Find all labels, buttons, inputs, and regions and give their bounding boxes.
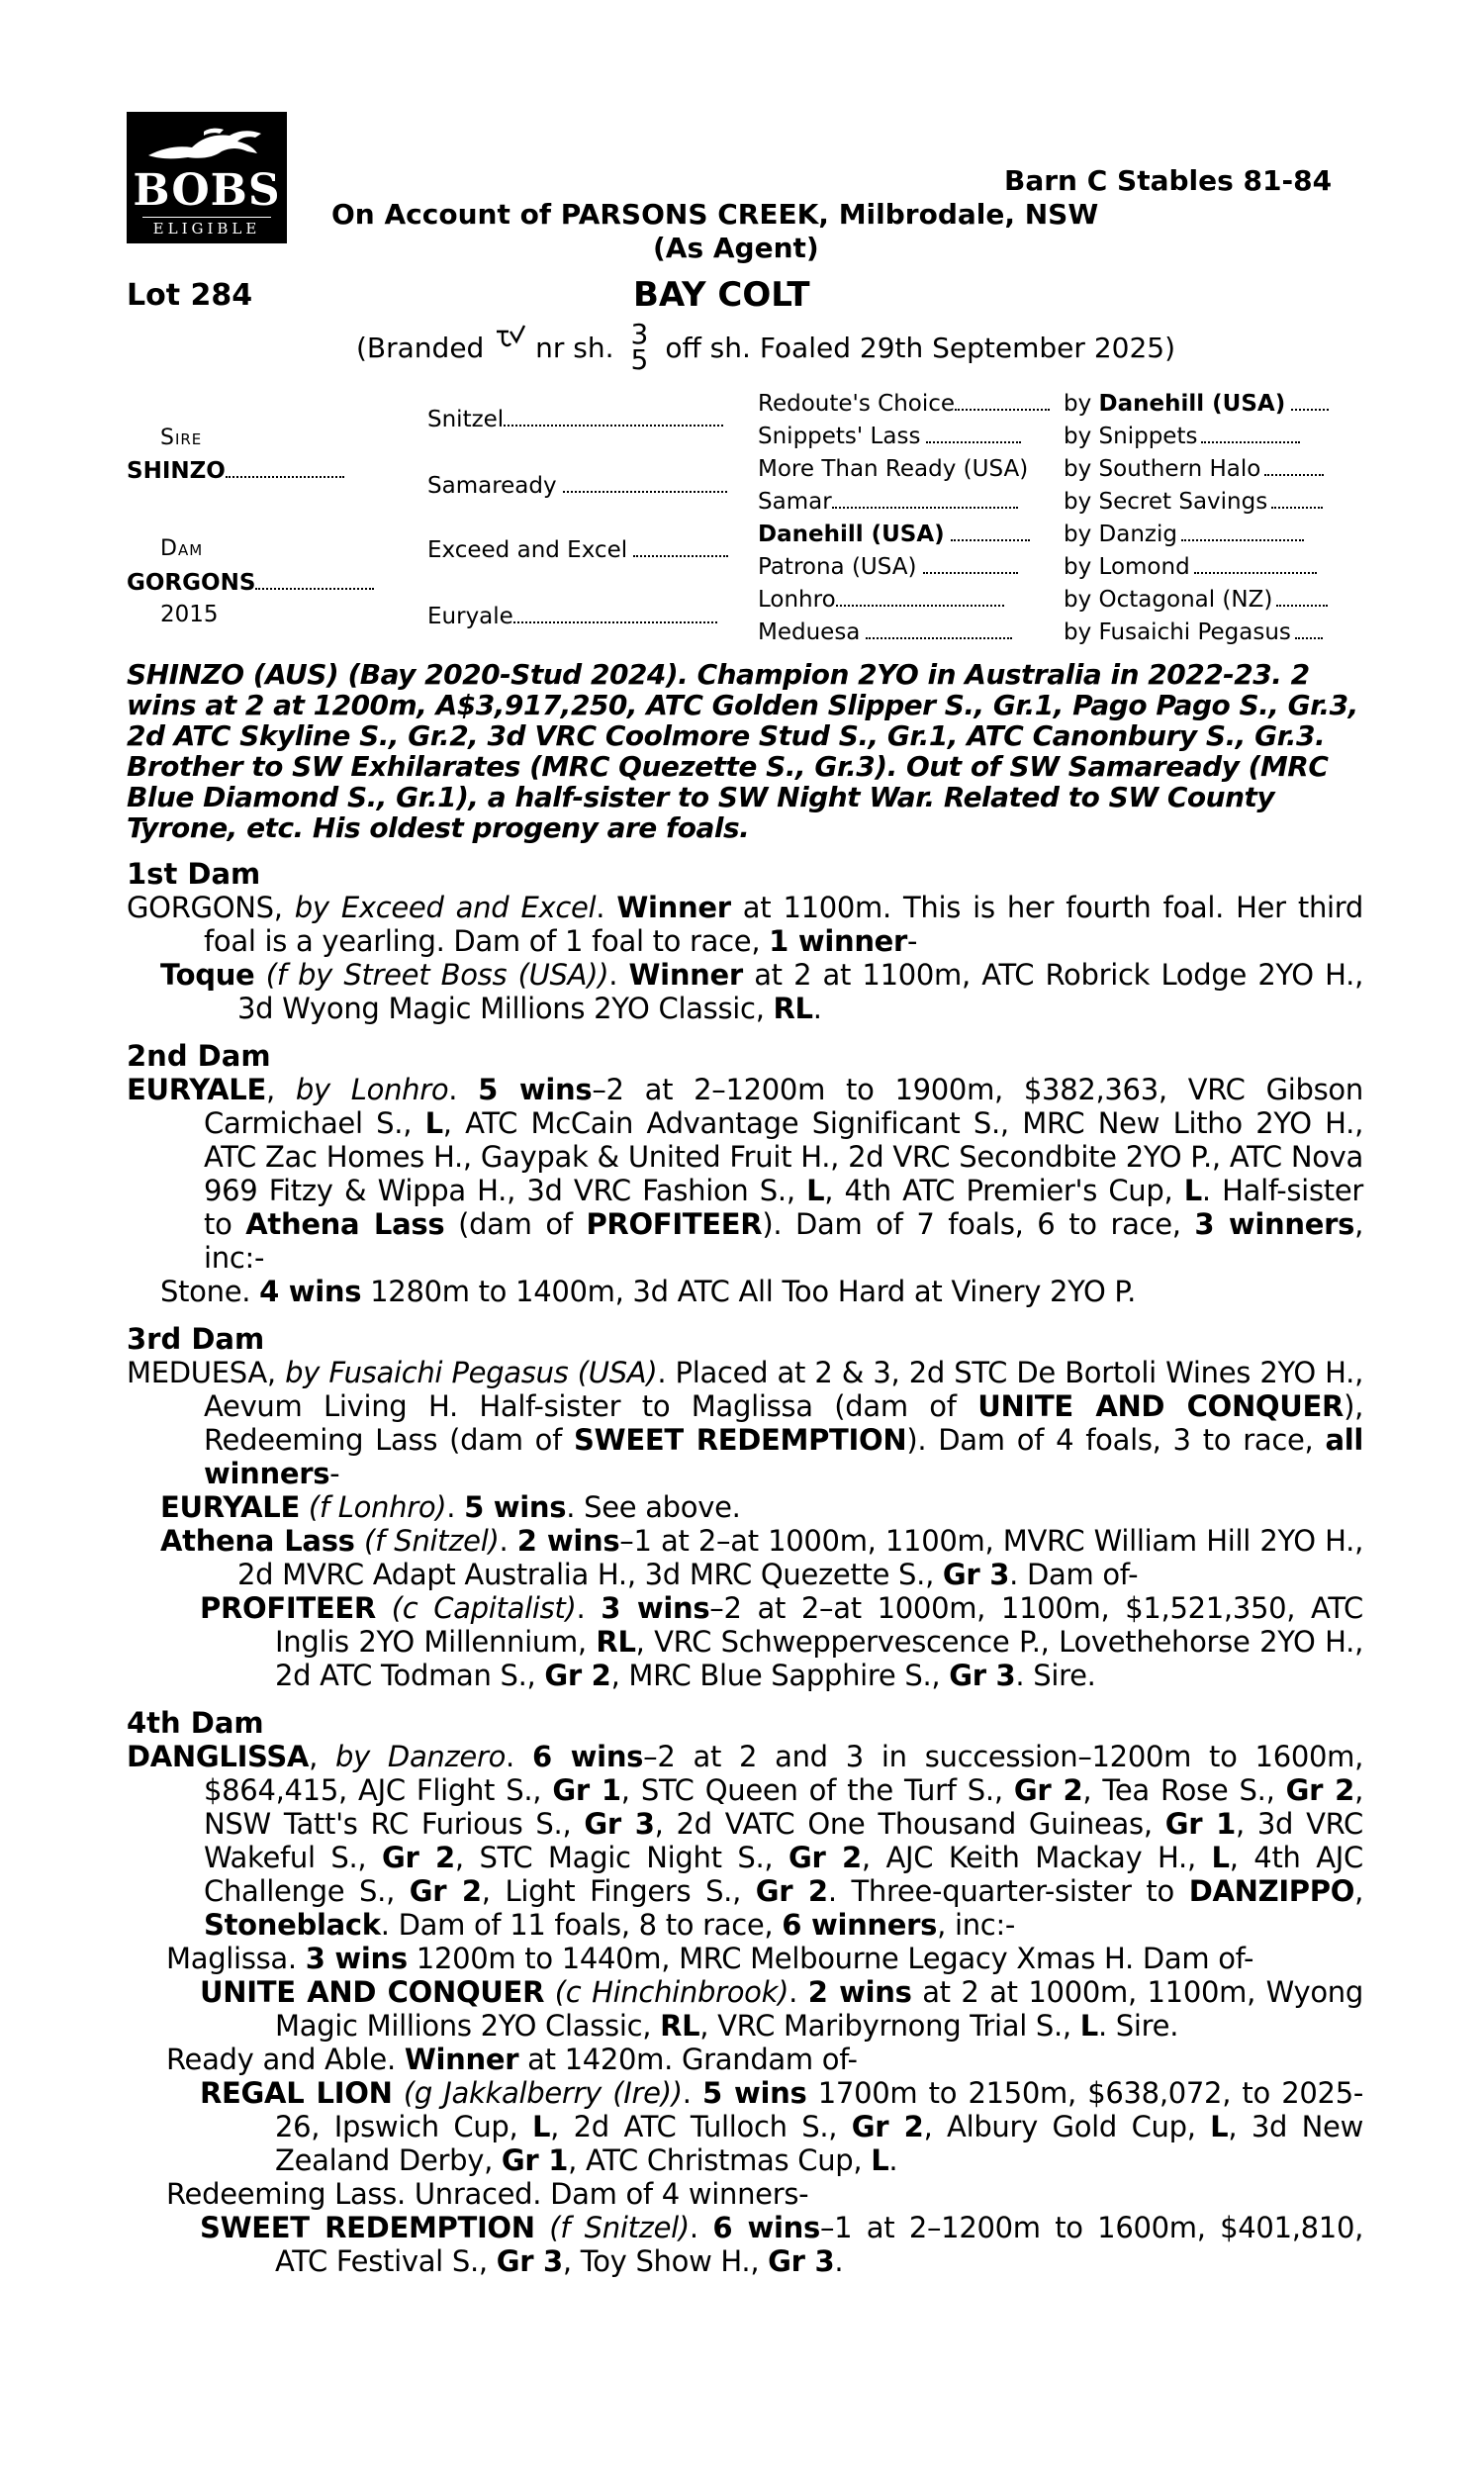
- gen2-name: Euryale: [427, 604, 513, 629]
- text-run: 6 wins: [531, 1740, 644, 1773]
- text-run: Gr 2: [851, 2110, 924, 2143]
- section-heading-2nd-dam: 2nd Dam: [127, 1039, 271, 1073]
- gen3-sire-name: Secret Savings: [1098, 489, 1268, 515]
- brand-fraction: [622, 318, 656, 376]
- leader-dots: [226, 458, 344, 478]
- text-run: 1280m to 1400m, 3d ATC All Too Hard at Vinery 2YO P.: [361, 1275, 1137, 1308]
- text-run: , NSW Tatt's RC Furious S.,: [204, 1773, 1363, 1841]
- leader-dots: [1201, 424, 1300, 443]
- text-run: , 2d VATC One Thousand Guineas,: [654, 1807, 1165, 1841]
- text-run: [355, 1524, 364, 1558]
- text-run: Toque: [160, 958, 255, 992]
- text-run: Gr 2: [382, 1841, 455, 1874]
- leader-dots: [836, 587, 1004, 607]
- text-run: .: [608, 958, 629, 992]
- text-run: 3 wins: [305, 1942, 408, 1975]
- text-run: [535, 2211, 549, 2244]
- sire-label: Sire: [160, 426, 203, 450]
- text-run: , VRC Maribyrnong Trial S.,: [699, 2009, 1080, 2043]
- first-dam-paragraph: [127, 891, 1363, 958]
- gen3-sire-name: Fusaichi Pegasus: [1098, 619, 1291, 645]
- fourth-dam-paragraph: [127, 1740, 1363, 1942]
- section-heading-1st-dam: 1st Dam: [127, 857, 261, 891]
- catalogue-body: [127, 857, 1363, 2278]
- text-run: .: [596, 891, 617, 924]
- text-run: L: [1183, 1174, 1202, 1207]
- gen3-sire-5: by Danzig: [1064, 520, 1304, 549]
- gen2-euryale: [427, 602, 717, 631]
- dam-label: Dam: [160, 536, 204, 561]
- text-run: (c Hinchinbrook): [554, 1975, 789, 2009]
- text-run: . Placed at 2 & 3, 2d STC De Bortoli Wines 2YO H., Aevum Living H. Half-sister to Maglissa (dam of: [204, 1356, 1364, 1423]
- text-run: 5 wins: [478, 1073, 593, 1106]
- text-run: 1 winner: [769, 924, 908, 958]
- text-run: (dam of: [444, 1207, 587, 1241]
- text-run: SWEET REDEMPTION: [200, 2211, 535, 2244]
- text-run: , inc:-: [937, 1908, 1016, 1942]
- text-run: . Dam of 11 foals, 8 to race,: [380, 1908, 783, 1942]
- sire-name: [127, 456, 344, 486]
- leader-dots: [832, 489, 1018, 509]
- text-run: Gr 2: [755, 1874, 828, 1908]
- text-run: .: [888, 2143, 898, 2177]
- text-run: , 4th AJC Challenge S.,: [204, 1841, 1363, 1908]
- text-run: (f Lonhro): [308, 1490, 447, 1524]
- text-run: DANZIPPO: [1188, 1874, 1355, 1908]
- gen3-name: Redoute's Choice: [758, 391, 956, 417]
- text-run: Gr 3: [942, 1558, 1010, 1591]
- text-run: Gr 3: [584, 1807, 655, 1841]
- text-run: , AJC Keith Mackay H.,: [861, 1841, 1212, 1874]
- bobs-eligible-logo: [127, 112, 287, 243]
- text-run: Maglissa.: [166, 1942, 306, 1975]
- dam-foaled-year: 2015: [160, 602, 219, 627]
- text-run: . See above.: [566, 1490, 741, 1524]
- text-run: Gr 1: [552, 1773, 621, 1807]
- fourth-dam-progeny-maglissa: [127, 1942, 1363, 1975]
- text-run: [544, 1975, 555, 2009]
- gen3-sire-name: Danzig: [1098, 522, 1177, 547]
- gen3-sire-2: by Snippets: [1064, 422, 1300, 451]
- leader-dots: [1194, 554, 1317, 574]
- text-run: , VRC Schweppervescence P., Lovethehorse 2YO H., 2d ATC Todman S.,: [275, 1625, 1363, 1692]
- gen2-name: Exceed and Excel: [427, 537, 628, 563]
- logo-wordmark: BOBS: [133, 165, 281, 216]
- text-run: L: [1079, 2009, 1098, 2043]
- leader-dots: [1264, 456, 1324, 476]
- text-run: [300, 1490, 309, 1524]
- gen3-redoutes-choice: [758, 389, 1050, 419]
- text-run: L: [806, 1174, 825, 1207]
- text-run: .: [506, 1740, 532, 1773]
- text-run: .: [788, 1975, 808, 2009]
- gen3-danehill: [758, 520, 1030, 549]
- text-run: RL: [596, 1625, 636, 1659]
- gen3-sire-name: Southern Halo: [1098, 456, 1261, 482]
- sire-summary: SHINZO (AUS) (Bay 2020-Stud 2024). Champion 2YO in Australia in 2022-23. 2 wins at 2 at 1200m, A$3,917,250, ATC Golden Slipper S., Gr.1, Pago Pago S., Gr.3, 2d ATC Skyline S., Gr.2, 3d VRC Coolmore Stud S., Gr.1, ATC Canonbury S., Gr.3. Brother to SW Exhilarates (MRC Quezette S., Gr.3). Out of SW Samaready (MRC Blue Diamond S., Gr.1), a half-sister to SW Night War. Related to SW County Tyrone, etc. His oldest progeny are foals.: [127, 658, 1358, 844]
- text-run: , STC Queen of the Turf S.,: [620, 1773, 1014, 1807]
- text-run: (g Jakkalberry (Ire)): [403, 2076, 683, 2110]
- barn-location: Barn C Stables 81-84: [1004, 164, 1333, 197]
- third-dam-grandprogeny-profiteer: [127, 1591, 1363, 1692]
- leader-dots: [563, 473, 727, 493]
- text-run: at 1100m. This is her fourth foal. Her third foal is a yearling. Dam of 1 foal to race,: [204, 891, 1364, 958]
- leader-dots: [1181, 522, 1304, 541]
- text-run: Athena Lass: [245, 1207, 445, 1241]
- leader-dots: [504, 407, 723, 427]
- gen3-sire-8: by Fusaichi Pegasus: [1064, 618, 1323, 647]
- second-dam-progeny-stone: [127, 1275, 1363, 1308]
- text-run: , Light Fingers S.,: [481, 1874, 756, 1908]
- logo-subtitle: ELIGIBLE: [142, 217, 271, 238]
- racehorse-icon: [144, 126, 269, 169]
- first-dam-progeny-toque: [127, 958, 1363, 1025]
- text-run: , 4th ATC Premier's Cup,: [824, 1174, 1184, 1207]
- brand-mark-icon: [493, 322, 526, 361]
- text-run: Gr 3: [949, 1659, 1016, 1692]
- text-run: –2 at 2–1200m to 1900m, $382,363, VRC Gibson Carmichael S.,: [204, 1073, 1363, 1140]
- text-run: , 3d New Zealand Derby,: [275, 2110, 1363, 2177]
- text-run: (f Snitzel): [549, 2211, 690, 2244]
- leader-dots: [1295, 619, 1323, 639]
- text-run: DANGLISSA: [127, 1740, 310, 1773]
- text-run: 5 wins: [701, 2076, 807, 2110]
- leader-dots: [866, 619, 1012, 639]
- leader-dots: [255, 570, 374, 590]
- fourth-dam-progeny-ready-and-able: [127, 2043, 1363, 2076]
- gen3-samar: [758, 487, 1018, 517]
- gen3-name: Patrona (USA): [758, 554, 917, 580]
- text-run: ,: [1354, 1874, 1363, 1908]
- text-run: -: [329, 1457, 340, 1490]
- text-run: , Albury Gold Cup,: [923, 2110, 1211, 2143]
- text-run: by Exceed and Excel: [294, 891, 597, 924]
- text-run: –1 at 2–1200m to 1600m, $401,810, ATC Festival S.,: [275, 2211, 1364, 2278]
- text-run: –1 at 2–at 1000m, 1100m, MVRC William Hill 2YO H., 2d MVRC Adapt Australia H., 3d MRC Quezette S.,: [237, 1524, 1363, 1591]
- text-run: , MRC Blue Sapphire S.,: [610, 1659, 950, 1692]
- text-run: 4 wins: [259, 1275, 362, 1308]
- brand-number-top: 3: [630, 318, 649, 350]
- gen3-snippets-lass: [758, 422, 1021, 451]
- section-heading-4th-dam: 4th Dam: [127, 1706, 264, 1740]
- gen2-snitzel: [427, 405, 723, 434]
- leader-dots: [926, 424, 1021, 443]
- text-run: ). Dam of 4 foals, 3 to race,: [906, 1423, 1326, 1457]
- text-run: (f by Street Boss (USA)): [265, 958, 609, 992]
- text-run: Redeeming Lass. Unraced. Dam of 4 winners-: [166, 2177, 809, 2211]
- text-run: .: [689, 2211, 713, 2244]
- text-run: .: [446, 1490, 465, 1524]
- text-run: ,: [265, 1073, 296, 1106]
- text-run: at 1420m. Grandam of-: [518, 2043, 858, 2076]
- gen2-samaready: [427, 471, 727, 501]
- text-run: 6 wins: [712, 2211, 820, 2244]
- text-run: at 2 at 1100m, ATC Robrick Lodge 2YO H., 3d Wyong Magic Millions 2YO Classic,: [237, 958, 1364, 1025]
- text-run: L: [1211, 1841, 1230, 1874]
- text-run: Winner: [404, 2043, 519, 2076]
- dam-name: [127, 568, 374, 598]
- third-dam-paragraph: [127, 1356, 1363, 1490]
- text-run: 2 wins: [807, 1975, 912, 2009]
- text-run: Gr 1: [1164, 1807, 1236, 1841]
- gen3-name: Lonhro: [758, 587, 836, 613]
- gen3-patrona: [758, 552, 1018, 582]
- vendor-agent: (As Agent): [653, 232, 819, 264]
- horse-title: BAY COLT: [633, 275, 810, 315]
- text-run: EURYALE: [127, 1073, 266, 1106]
- brand-line: [356, 317, 1175, 380]
- text-run: , 3d VRC Wakeful S.,: [204, 1807, 1363, 1874]
- text-run: –2 at 2 and 3 in succession–1200m to 1600m, $864,415, AJC Flight S.,: [204, 1740, 1364, 1807]
- text-run: Athena Lass: [160, 1524, 355, 1558]
- text-run: GORGONS,: [127, 891, 283, 924]
- text-run: Gr 1: [501, 2143, 569, 2177]
- second-dam-paragraph: [127, 1073, 1363, 1275]
- text-run: by Danzero: [334, 1740, 507, 1773]
- vendor-account: On Account of PARSONS CREEK, Milbrodale, NSW: [331, 198, 1099, 231]
- text-run: (f Snitzel): [363, 1524, 500, 1558]
- text-run: .: [499, 1524, 517, 1558]
- text-run: ), Redeeming Lass (dam of: [204, 1389, 1363, 1457]
- text-run: at 2 at 1000m, 1100m, Wyong Magic Millions 2YO Classic,: [275, 1975, 1363, 2043]
- text-run: 1700m to 2150m, $638,072, to 2025-26, Ipswich Cup,: [275, 2076, 1364, 2143]
- text-run: EURYALE: [160, 1490, 300, 1524]
- leader-dots: [513, 604, 717, 623]
- gen3-sire-name: Octagonal (NZ): [1098, 587, 1273, 613]
- text-run: 3 winners: [1194, 1207, 1355, 1241]
- text-run: Stoneblack: [204, 1908, 381, 1942]
- lot-number: Lot 284: [127, 278, 253, 313]
- text-run: . Sire.: [1097, 2009, 1179, 2043]
- leader-dots: [633, 537, 728, 557]
- sire-name-text: SHINZO: [127, 458, 226, 484]
- text-run: , ATC McCain Advantage Significant S., MRC New Litho 2YO H., ATC Zac Homes H., Gaypak & United Fruit H., 2d VRC Secondbite 2YO P., ATC Nova 969 Fitzy & Wippa H., 3d VRC Fashion S.,: [204, 1106, 1363, 1207]
- brand-number-bottom: 5: [630, 343, 649, 376]
- gen3-name: Samar: [758, 489, 832, 515]
- text-run: 2 wins: [516, 1524, 620, 1558]
- text-run: UNITE AND CONQUER: [200, 1975, 545, 2009]
- leader-dots: [955, 391, 1050, 411]
- leader-dots: [923, 554, 1018, 574]
- text-run: , inc:-: [204, 1207, 1364, 1275]
- text-run: ). Dam of 7 foals, 6 to race,: [762, 1207, 1195, 1241]
- third-dam-progeny-athena-lass: [127, 1524, 1363, 1591]
- text-run: , STC Magic Night S.,: [454, 1841, 788, 1874]
- leader-dots: [1271, 489, 1323, 509]
- text-run: Gr 3: [496, 2244, 563, 2278]
- gen3-more-than-ready: More Than Ready (USA): [758, 456, 1029, 482]
- fourth-dam-grandprogeny-sweet-redemption: [127, 2211, 1363, 2278]
- text-run: . Half-sister to: [204, 1174, 1363, 1241]
- text-run: .: [682, 2076, 702, 2110]
- text-run: , 2d ATC Tulloch S.,: [550, 2110, 852, 2143]
- text-run: Gr 2: [788, 1841, 862, 1874]
- text-run: ,: [309, 1740, 335, 1773]
- text-run: . Three-quarter-sister to: [827, 1874, 1189, 1908]
- text-run: SWEET REDEMPTION: [574, 1423, 907, 1457]
- gen3-sire-4: by Secret Savings: [1064, 487, 1323, 517]
- text-run: PROFITEER: [586, 1207, 763, 1241]
- text-run: Gr 3: [768, 2244, 835, 2278]
- gen3-sire-name: Snippets: [1098, 424, 1198, 449]
- text-run: by Fusaichi Pegasus (USA): [285, 1356, 658, 1389]
- text-run: .: [576, 1591, 602, 1625]
- text-run: .: [448, 1073, 479, 1106]
- gen3-name: Meduesa: [758, 619, 861, 645]
- third-dam-progeny-euryale: [127, 1490, 1363, 1524]
- dam-name-text: GORGONS: [127, 570, 256, 596]
- text-run: UNITE AND CONQUER: [977, 1389, 1345, 1423]
- leader-dots: [1291, 391, 1329, 411]
- gen3-name: Snippets' Lass: [758, 424, 921, 449]
- text-run: Stone.: [160, 1275, 260, 1308]
- text-run: RL: [773, 992, 813, 1025]
- text-run: by Lonhro: [295, 1073, 449, 1106]
- text-run: L: [871, 2143, 889, 2177]
- fourth-dam-grandprogeny-unite-and-conquer: [127, 1975, 1363, 2043]
- leader-dots: [951, 522, 1030, 541]
- text-run: . Sire.: [1015, 1659, 1096, 1692]
- text-run: L: [531, 2110, 551, 2143]
- brand-near-side: nr sh.: [535, 332, 614, 364]
- text-run: .: [812, 992, 822, 1025]
- text-run: Gr 2: [544, 1659, 611, 1692]
- text-run: [376, 1591, 392, 1625]
- text-run: MEDUESA,: [127, 1356, 286, 1389]
- text-run: 1200m to 1440m, MRC Melbourne Legacy Xmas H. Dam of-: [407, 1942, 1254, 1975]
- text-run: -: [907, 924, 918, 958]
- gen2-name: Snitzel: [427, 407, 505, 432]
- gen3-lonhro: [758, 585, 1004, 615]
- fourth-dam-progeny-redeeming-lass: [127, 2177, 1363, 2211]
- gen3-sire-1: by Danehill (USA): [1064, 389, 1329, 419]
- gen3-meduesa: [758, 618, 1012, 647]
- text-run: Gr 2: [1013, 1773, 1083, 1807]
- text-run: .: [834, 2244, 844, 2278]
- text-run: , Toy Show H.,: [562, 2244, 769, 2278]
- text-run: all winners: [204, 1423, 1364, 1490]
- text-run: Ready and Able.: [166, 2043, 405, 2076]
- gen3-sire-name: Danehill (USA): [1098, 391, 1286, 417]
- fourth-dam-grandprogeny-regal-lion: [127, 2076, 1363, 2177]
- text-run: 3 wins: [601, 1591, 710, 1625]
- text-run: , Tea Rose S.,: [1082, 1773, 1286, 1807]
- gen3-sire-6: by Lomond: [1064, 552, 1317, 582]
- brand-prefix: (Branded: [356, 332, 485, 364]
- text-run: Winner: [616, 891, 731, 924]
- text-run: L: [424, 1106, 443, 1140]
- section-heading-3rd-dam: 3rd Dam: [127, 1322, 265, 1356]
- gen2-name: Samaready: [427, 473, 557, 499]
- text-run: Gr 2: [1285, 1773, 1355, 1807]
- gen2-exceed-and-excel: [427, 535, 728, 565]
- text-run: , ATC Christmas Cup,: [568, 2143, 872, 2177]
- brand-suffix: off sh. Foaled 29th September 2025): [665, 332, 1175, 364]
- text-run: 6 winners: [782, 1908, 938, 1942]
- text-run: RL: [660, 2009, 700, 2043]
- text-run: REGAL LION: [200, 2076, 393, 2110]
- text-run: –2 at 2–at 1000m, 1100m, $1,521,350, ATC Inglis 2YO Millennium,: [275, 1591, 1364, 1659]
- gen3-sire-3: by Southern Halo: [1064, 454, 1324, 484]
- text-run: . Dam of-: [1009, 1558, 1139, 1591]
- text-run: Winner: [628, 958, 743, 992]
- text-run: Gr 2: [409, 1874, 482, 1908]
- text-run: (c Capitalist): [391, 1591, 577, 1625]
- text-run: PROFITEER: [200, 1591, 376, 1625]
- gen3-name: Danehill (USA): [758, 522, 945, 547]
- gen3-sire-name: Lomond: [1098, 554, 1190, 580]
- gen3-sire-7: by Octagonal (NZ): [1064, 585, 1328, 615]
- leader-dots: [1276, 587, 1328, 607]
- text-run: [393, 2076, 404, 2110]
- text-run: 5 wins: [464, 1490, 567, 1524]
- text-run: L: [1210, 2110, 1229, 2143]
